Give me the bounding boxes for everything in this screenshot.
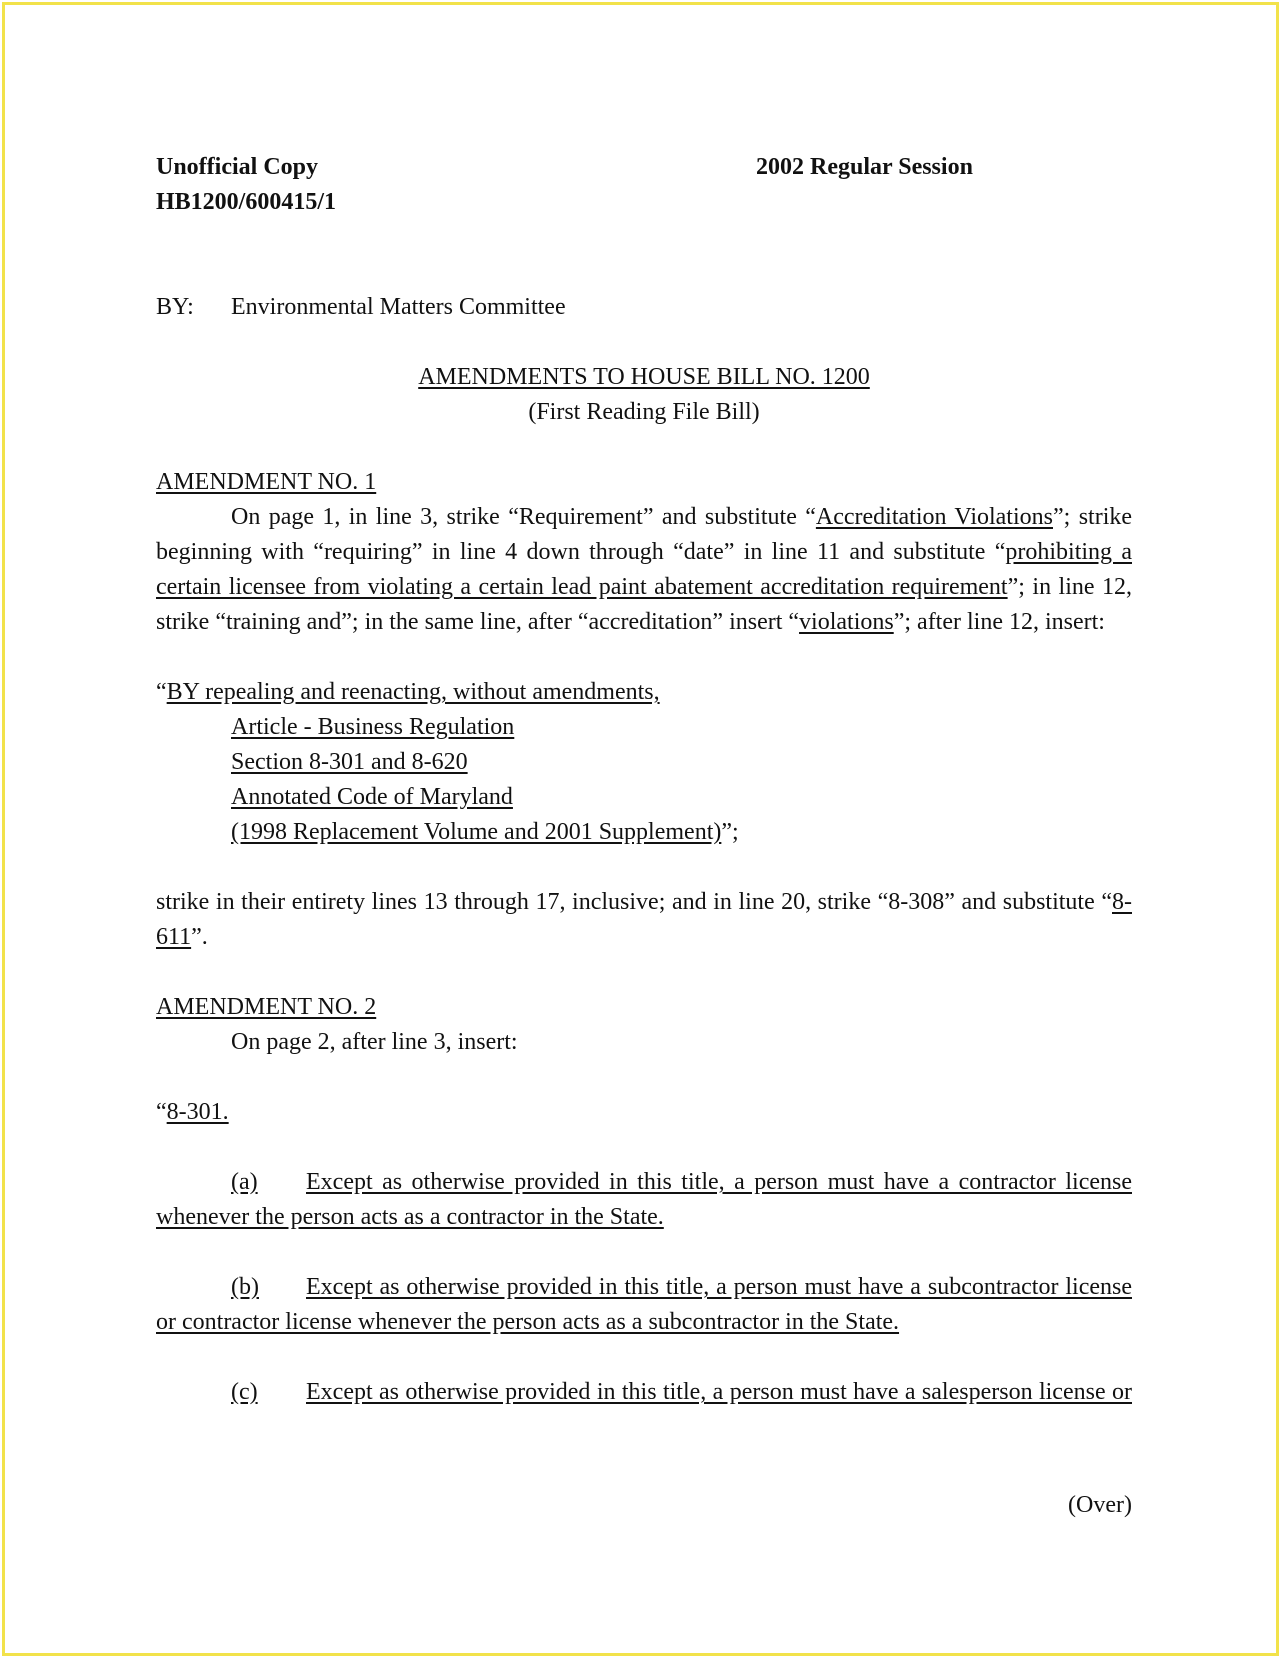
inserted-text: prohibiting a certain licensee from violating a certain lead paint abatement accreditation requirement — [156, 539, 1132, 600]
amendment-1-paragraph — [156, 500, 1132, 640]
subsection-label-text: (c) — [231, 1379, 258, 1405]
subsection-c — [156, 1375, 1132, 1410]
subsection-label — [231, 1270, 306, 1305]
header — [156, 150, 1132, 185]
subsection-label-text: (a) — [231, 1169, 258, 1195]
text-run: ”. — [191, 924, 208, 950]
citation-text: Section 8-301 and 8-620 — [231, 749, 468, 775]
session-label: 2002 Regular Session — [756, 154, 973, 180]
citation-text: (1998 Replacement Volume and 2001 Supplement) — [231, 819, 722, 845]
quote-mark: “ — [156, 679, 167, 705]
subsection-b — [156, 1270, 1132, 1340]
citation-line — [156, 710, 1132, 745]
citation-text: BY repealing and reenacting, without amendments, — [166, 679, 660, 705]
quote-close: ”; — [721, 819, 739, 845]
citation-line — [156, 780, 1132, 815]
amendment-2-heading — [156, 990, 1132, 1025]
inserted-text: 8-611 — [156, 889, 1132, 950]
section-number — [156, 1095, 1132, 1130]
quote-mark: “ — [156, 1099, 167, 1125]
by-line — [156, 290, 1132, 325]
subsection-text: Except as otherwise provided in this title, a person must have a salesperson license or — [306, 1379, 1132, 1405]
amendment-2-intro: On page 2, after line 3, insert: — [231, 1029, 518, 1055]
text-run: strike in their entirety lines 13 through 17, inclusive; and in line 20, strike “8-308” and substitute “ — [156, 889, 1112, 915]
amendments-title: AMENDMENTS TO HOUSE BILL NO. 1200 — [418, 364, 870, 390]
amendment-2-heading-text: AMENDMENT NO. 2 — [156, 994, 377, 1020]
text-run: On page 1, in line 3, strike “Requirement” and substitute “ — [231, 504, 816, 530]
text-run: ”; in line 12, strike “training and”; in the same line, after “accreditation” insert “ — [156, 574, 1132, 635]
citation-line — [156, 675, 1132, 710]
citation-block — [156, 675, 1132, 850]
subsection-text: Except as otherwise provided in this title, a person must have a contractor license whenever the person acts as a contractor in the State. — [156, 1169, 1132, 1230]
committee-name: Environmental Matters Committee — [231, 294, 566, 320]
subsection-label-text: (b) — [231, 1274, 259, 1300]
inserted-text: Accreditation Violations — [815, 504, 1053, 530]
amendments-subtitle: (First Reading File Bill) — [528, 399, 760, 425]
subsection-a — [156, 1165, 1132, 1235]
amendments-title-block — [156, 360, 1132, 430]
by-label: BY: — [156, 294, 194, 320]
over-note: (Over) — [1068, 1492, 1132, 1518]
citation-text: Annotated Code of Maryland — [231, 784, 513, 810]
text-run: ”; after line 12, insert: — [893, 609, 1105, 635]
citation-text: Article - Business Regulation — [231, 714, 515, 740]
document-page — [156, 150, 1133, 1518]
bill-id: HB1200/600415/1 — [156, 189, 337, 215]
citation-line — [156, 745, 1132, 780]
unofficial-copy-label: Unofficial Copy — [156, 154, 318, 180]
citation-line — [156, 815, 1132, 850]
section-number-text: 8-301. — [166, 1099, 229, 1125]
inserted-text: violations — [799, 609, 894, 635]
amendment-1-heading-text: AMENDMENT NO. 1 — [156, 469, 377, 495]
amendment-1-closing-paragraph — [156, 885, 1132, 955]
amendment-1-heading — [156, 465, 1132, 500]
text-run: ”; strike beginning with “requiring” in line 4 down through “date” in line 11 and substitute “ — [156, 504, 1133, 565]
subsection-label — [231, 1165, 306, 1200]
subsection-text: Except as otherwise provided in this title, a person must have a subcontractor license or contractor license whenever the person acts as a subcontractor in the State. — [156, 1274, 1132, 1335]
subsection-label — [231, 1375, 306, 1410]
